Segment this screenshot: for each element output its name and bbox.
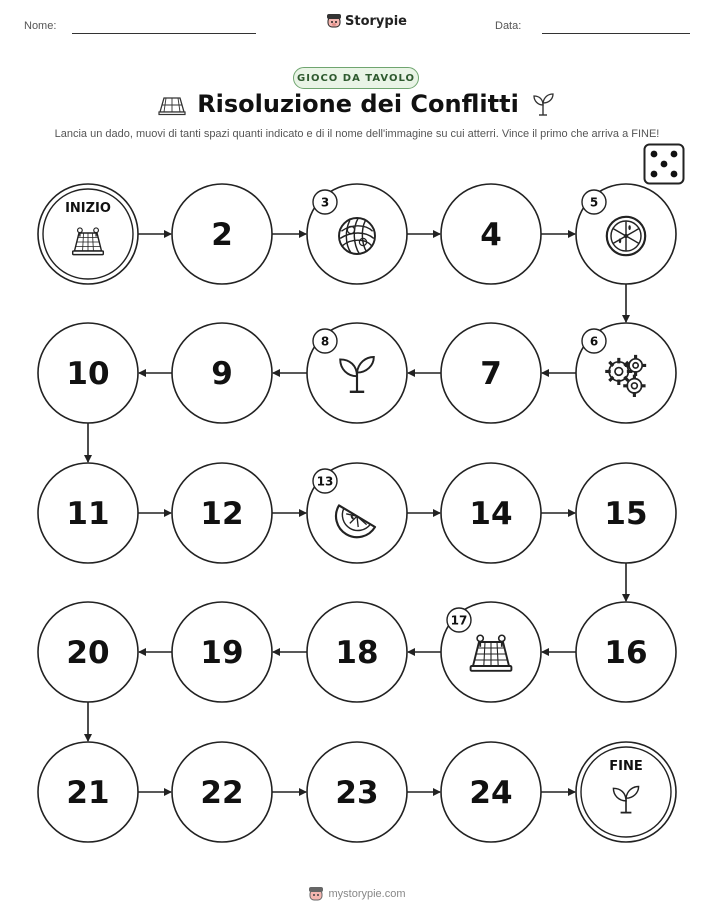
space-number: 14: [469, 496, 513, 532]
board-space-22[interactable]: [172, 742, 272, 842]
board-space-3[interactable]: [307, 184, 407, 284]
brand-name: Storypie: [345, 13, 407, 29]
board-space-14[interactable]: [441, 463, 541, 563]
space-number: 6: [589, 334, 599, 349]
yarn-ball-icon: [339, 218, 375, 254]
board-space-1[interactable]: [38, 184, 138, 284]
space-number: 15: [604, 496, 648, 532]
instructions: Lancia un dado, muovi di tanti spazi quanti indicato e di il nome dell'immagine su cui atterri. Vince il primo che arriva a FINE!: [54, 128, 660, 140]
board-space-8[interactable]: [307, 323, 407, 423]
board-space-6[interactable]: [576, 323, 676, 423]
space-number: 5: [589, 195, 599, 210]
board-space-18[interactable]: [307, 602, 407, 702]
space-number: 4: [480, 217, 502, 253]
title-text: Risoluzione dei Conflitti: [197, 90, 519, 118]
pig-mascot-icon: [308, 886, 324, 902]
footer-url[interactable]: mystorypie.com: [328, 888, 406, 900]
lemon-slice-icon: [607, 217, 645, 255]
board-space-2[interactable]: [172, 184, 272, 284]
space-number: 8: [320, 334, 330, 349]
board-space-24[interactable]: [441, 742, 541, 842]
board-space-15[interactable]: [576, 463, 676, 563]
space-number: 11: [66, 496, 110, 532]
category-tag: GIOCO DA TAVOLO: [293, 67, 419, 89]
board-space-21[interactable]: [38, 742, 138, 842]
board-space-20[interactable]: [38, 602, 138, 702]
board-space-5[interactable]: [576, 184, 676, 284]
space-number: 13: [316, 474, 334, 489]
board-space-12[interactable]: [172, 463, 272, 563]
board-space-13[interactable]: [307, 463, 407, 563]
space-number: 16: [604, 635, 648, 671]
space-number: 10: [66, 356, 110, 392]
space-circle: [576, 742, 676, 842]
footer: [0, 886, 714, 902]
date-label: Data:: [495, 20, 522, 32]
board-space-17[interactable]: [441, 602, 541, 702]
space-number: 7: [480, 356, 502, 392]
space-number: 17: [450, 613, 468, 628]
space-number: 2: [211, 217, 233, 253]
board-space-10[interactable]: [38, 323, 138, 423]
space-number: 20: [66, 635, 110, 671]
space-number: 12: [200, 496, 244, 532]
board-space-19[interactable]: [172, 602, 272, 702]
name-label: Nome:: [24, 20, 57, 32]
space-number: 21: [66, 775, 110, 811]
space-number: 19: [200, 635, 244, 671]
board-space-7[interactable]: [441, 323, 541, 423]
finish-label: FINE: [609, 759, 643, 774]
board-space-16[interactable]: [576, 602, 676, 702]
board-space-4[interactable]: [441, 184, 541, 284]
space-number: 23: [335, 775, 379, 811]
board-space-11[interactable]: [38, 463, 138, 563]
board-space-25[interactable]: [576, 742, 676, 842]
space-number: 22: [200, 775, 244, 811]
board-space-9[interactable]: [172, 323, 272, 423]
space-number: 18: [335, 635, 379, 671]
space-number: 9: [211, 356, 233, 392]
space-number: 24: [469, 775, 513, 811]
space-number: 3: [320, 195, 330, 210]
start-label: INIZIO: [65, 201, 111, 216]
board-space-23[interactable]: [307, 742, 407, 842]
